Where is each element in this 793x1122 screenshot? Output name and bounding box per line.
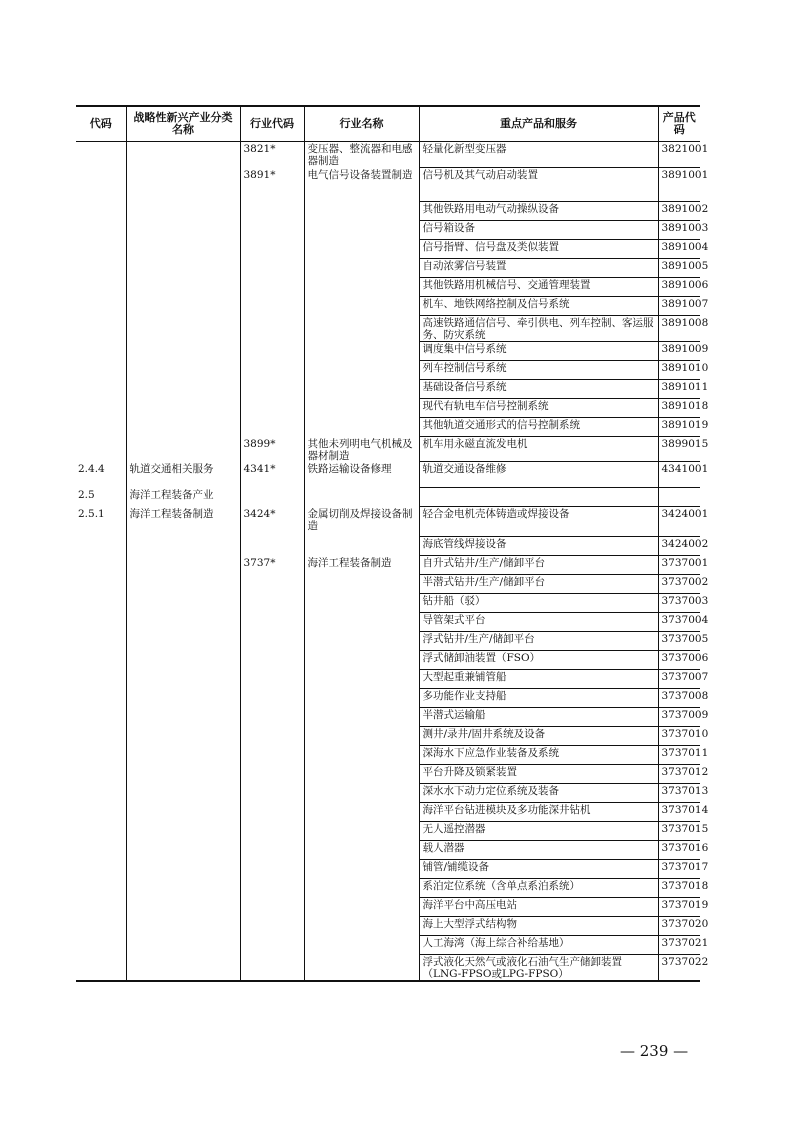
cell-product-code: 3737005 — [658, 632, 700, 651]
table-row — [76, 803, 700, 822]
table-row — [76, 651, 700, 670]
cell-product-code: 3737009 — [658, 708, 700, 727]
header-industry-code: 行业代码 — [240, 106, 304, 142]
cell-product-code: 3891003 — [658, 221, 700, 240]
cell-code: 2.4.4 — [78, 462, 105, 475]
table-row — [76, 488, 700, 507]
table-row — [76, 860, 700, 879]
cell-product: 其他轨道交通形式的信号控制系统 — [419, 418, 658, 437]
industry-classification-table — [76, 105, 709, 982]
cell-category-name — [126, 803, 240, 822]
cell-industry-name: 其他未列明电气机械及器材制造 — [304, 437, 419, 462]
cell-industry-code — [240, 202, 304, 221]
cell-category-name — [126, 399, 240, 418]
cell-industry-name — [304, 898, 419, 917]
table-row — [76, 746, 700, 765]
cell-code — [76, 556, 126, 575]
header-code: 代码 — [76, 106, 126, 142]
cell-industry-name — [304, 936, 419, 955]
cell-code — [76, 898, 126, 917]
cell-product-code: 3891005 — [658, 259, 700, 278]
table-row — [76, 917, 700, 936]
cell-industry-name — [304, 316, 419, 342]
cell-code — [76, 399, 126, 418]
cell-code: 2.5 — [78, 488, 95, 501]
cell-industry-code: 3821* — [240, 142, 304, 168]
cell-industry-code — [240, 841, 304, 860]
cell-industry-name: 变压器、整流器和电感器制造 — [304, 142, 419, 168]
cell-category-name — [126, 879, 240, 898]
cell-industry-name — [304, 278, 419, 297]
cell-industry-code — [240, 803, 304, 822]
table-row — [76, 361, 700, 380]
cell-industry-code: 4341* — [240, 462, 304, 488]
cell-industry-name — [304, 803, 419, 822]
table-row — [76, 765, 700, 784]
cell-category-name — [126, 380, 240, 399]
cell-industry-code — [240, 765, 304, 784]
cell-category-name — [126, 689, 240, 708]
cell-category-name — [126, 727, 240, 746]
cell-product: 信号指臂、信号盘及类似装置 — [419, 240, 658, 259]
cell-industry-code — [240, 860, 304, 879]
cell-product: 自动浓雾信号装置 — [419, 259, 658, 278]
cell-code — [76, 342, 126, 361]
cell-product-code: 3737006 — [658, 651, 700, 670]
cell-industry-code — [240, 784, 304, 803]
cell-category-name — [126, 278, 240, 297]
cell-product: 轻合金电机壳体铸造或焊接设备 — [419, 507, 658, 537]
cell-product-code: 3737014 — [658, 803, 700, 822]
cell-industry-name — [304, 651, 419, 670]
cell-product: 轻量化新型变压器 — [419, 142, 658, 168]
cell-industry-code — [240, 822, 304, 841]
cell-industry-code: 3899* — [240, 437, 304, 462]
cell-product: 系泊定位系统（含单点系泊系统） — [419, 879, 658, 898]
cell-industry-name — [304, 841, 419, 860]
cell-category-name — [126, 240, 240, 259]
cell-product: 轨道交通设备维修 — [419, 462, 658, 488]
cell-product-code: 4341001 — [658, 462, 700, 488]
cell-product: 其他铁路用机械信号、交通管理装置 — [419, 278, 658, 297]
cell-product-code: 3737019 — [658, 898, 700, 917]
cell-industry-name — [304, 708, 419, 727]
cell-code — [76, 259, 126, 278]
table-row — [76, 556, 700, 575]
table-row — [76, 575, 700, 594]
cell-category-name — [126, 575, 240, 594]
cell-industry-name — [304, 380, 419, 399]
cell-category-name — [126, 784, 240, 803]
cell-product-code: 3737001 — [658, 556, 700, 575]
header-industry-name: 行业名称 — [304, 106, 419, 142]
cell-code — [76, 168, 126, 202]
cell-category-name — [126, 437, 240, 462]
cell-product: 浮式储卸油装置（FSO） — [419, 651, 658, 670]
table-row — [76, 297, 700, 316]
cell-category-name — [126, 342, 240, 361]
cell-industry-code — [240, 651, 304, 670]
cell-industry-name — [304, 488, 419, 507]
cell-product: 载人潜器 — [419, 841, 658, 860]
cell-industry-code — [240, 316, 304, 342]
cell-category-name — [126, 765, 240, 784]
cell-industry-name — [304, 632, 419, 651]
cell-product-code: 3891018 — [658, 399, 700, 418]
cell-code — [76, 380, 126, 399]
table-row — [76, 240, 700, 259]
cell-code — [76, 361, 126, 380]
cell-industry-name — [304, 297, 419, 316]
cell-product-code: 3424002 — [658, 537, 700, 556]
cell-product: 信号机及其气动启动装置 — [419, 168, 658, 202]
table-row — [76, 841, 700, 860]
cell-industry-code: 3424* — [240, 507, 304, 537]
cell-category-name — [126, 898, 240, 917]
cell-industry-code — [240, 221, 304, 240]
cell-product: 铺管/铺缆设备 — [419, 860, 658, 879]
cell-industry-code — [240, 917, 304, 936]
cell-category-name — [126, 955, 240, 982]
cell-industry-code — [240, 689, 304, 708]
cell-industry-name — [304, 784, 419, 803]
cell-product-code: 3891011 — [658, 380, 700, 399]
cell-industry-name — [304, 418, 419, 437]
header-category-name: 战略性新兴产业分类名称 — [126, 106, 240, 142]
table-row — [76, 613, 700, 632]
cell-category-name — [126, 936, 240, 955]
cell-industry-code — [240, 361, 304, 380]
cell-code — [76, 316, 126, 342]
cell-industry-name — [304, 613, 419, 632]
cell-product-code: 3737018 — [658, 879, 700, 898]
cell-code — [76, 575, 126, 594]
table-header-row — [76, 106, 700, 142]
cell-code — [76, 784, 126, 803]
table-row — [76, 202, 700, 221]
cell-industry-code — [240, 594, 304, 613]
cell-industry-code — [240, 537, 304, 556]
cell-product-code: 3891007 — [658, 297, 700, 316]
cell-industry-name — [304, 746, 419, 765]
cell-industry-code — [240, 746, 304, 765]
cell-industry-code — [240, 898, 304, 917]
cell-product-code: 3737022 — [658, 955, 700, 982]
cell-product: 海洋平台中高压电站 — [419, 898, 658, 917]
cell-industry-name — [304, 202, 419, 221]
cell-code — [76, 418, 126, 437]
cell-code — [76, 955, 126, 982]
cell-code — [76, 240, 126, 259]
cell-product-code: 3737021 — [658, 936, 700, 955]
cell-category-name — [126, 297, 240, 316]
cell-category-name — [126, 221, 240, 240]
table-row — [76, 955, 700, 982]
cell-industry-name — [304, 221, 419, 240]
cell-product: 大型起重兼铺管船 — [419, 670, 658, 689]
cell-category-name — [126, 556, 240, 575]
table-row — [76, 708, 700, 727]
table-row — [76, 342, 700, 361]
table-body — [76, 142, 709, 982]
cell-code — [76, 879, 126, 898]
cell-product: 海底管线焊接设备 — [419, 537, 658, 556]
cell-category-name — [126, 594, 240, 613]
cell-category-name — [126, 822, 240, 841]
cell-industry-name: 铁路运输设备修理 — [304, 462, 419, 488]
cell-industry-name — [304, 399, 419, 418]
cell-product: 半潜式钻井/生产/储卸平台 — [419, 575, 658, 594]
cell-code — [76, 278, 126, 297]
cell-industry-name — [304, 955, 419, 982]
cell-industry-code — [240, 936, 304, 955]
cell-industry-name — [304, 342, 419, 361]
table-row — [76, 399, 700, 418]
cell-industry-code — [240, 297, 304, 316]
cell-product-code: 3737016 — [658, 841, 700, 860]
cell-industry-name — [304, 361, 419, 380]
cell-product: 深水水下动力定位系统及装备 — [419, 784, 658, 803]
cell-product: 平台升降及锁紧装置 — [419, 765, 658, 784]
cell-product-code: 3891002 — [658, 202, 700, 221]
cell-code: 2.5.1 — [78, 507, 105, 520]
cell-product-code: 3737003 — [658, 594, 700, 613]
cell-product-code: 3891009 — [658, 342, 700, 361]
cell-category-name — [126, 142, 240, 168]
header-product-code: 产品代码 — [658, 106, 700, 142]
cell-product-code: 3737011 — [658, 746, 700, 765]
cell-product: 基础设备信号系统 — [419, 380, 658, 399]
cell-industry-code: 3891* — [240, 168, 304, 202]
cell-code — [76, 221, 126, 240]
table-row — [76, 689, 700, 708]
cell-category-name — [126, 670, 240, 689]
cell-industry-code — [240, 575, 304, 594]
cell-industry-code — [240, 879, 304, 898]
cell-code — [76, 202, 126, 221]
cell-product-code: 3737012 — [658, 765, 700, 784]
table-row — [76, 632, 700, 651]
cell-code — [76, 746, 126, 765]
cell-category-name — [126, 651, 240, 670]
cell-category-name — [126, 168, 240, 202]
cell-category-name — [126, 537, 240, 556]
cell-code — [76, 727, 126, 746]
cell-industry-code — [240, 399, 304, 418]
cell-industry-name — [304, 689, 419, 708]
cell-product-code: 3737017 — [658, 860, 700, 879]
cell-industry-code — [240, 488, 304, 507]
header-key-products: 重点产品和服务 — [419, 106, 658, 142]
page-number: — 239 — — [620, 1042, 689, 1060]
cell-code — [76, 708, 126, 727]
cell-industry-code — [240, 380, 304, 399]
table-row — [76, 784, 700, 803]
cell-product: 多功能作业支持船 — [419, 689, 658, 708]
cell-product-code: 3737020 — [658, 917, 700, 936]
cell-industry-code — [240, 418, 304, 437]
cell-product: 现代有轨电车信号控制系统 — [419, 399, 658, 418]
cell-category-name — [126, 361, 240, 380]
cell-code — [76, 670, 126, 689]
cell-product: 深海水下应急作业装备及系统 — [419, 746, 658, 765]
cell-product-code: 3899015 — [658, 437, 700, 462]
table-row — [76, 462, 700, 488]
cell-category-name: 海洋工程装备制造 — [126, 507, 240, 537]
cell-industry-name — [304, 765, 419, 784]
cell-code — [76, 803, 126, 822]
cell-product: 无人遥控潜器 — [419, 822, 658, 841]
cell-product-code: 3737013 — [658, 784, 700, 803]
cell-category-name — [126, 418, 240, 437]
cell-industry-name: 电气信号设备装置制造 — [304, 168, 419, 202]
table-row — [76, 879, 700, 898]
cell-industry-code — [240, 708, 304, 727]
table-row — [76, 221, 700, 240]
cell-product-code: 3424001 — [658, 507, 700, 537]
cell-industry-code — [240, 240, 304, 259]
table-row — [76, 727, 700, 746]
cell-product: 海洋平台钻进模块及多功能深井钻机 — [419, 803, 658, 822]
cell-product: 机车、地铁网络控制及信号系统 — [419, 297, 658, 316]
table-row — [76, 168, 700, 202]
cell-industry-name — [304, 822, 419, 841]
cell-product: 导管架式平台 — [419, 613, 658, 632]
cell-code — [76, 537, 126, 556]
cell-product: 自升式钻井/生产/储卸平台 — [419, 556, 658, 575]
cell-product: 海上大型浮式结构物 — [419, 917, 658, 936]
cell-product-code: 3891010 — [658, 361, 700, 380]
table-row — [76, 594, 700, 613]
table-row — [76, 259, 700, 278]
cell-industry-name — [304, 575, 419, 594]
cell-code — [76, 437, 126, 462]
cell-product-code: 3737004 — [658, 613, 700, 632]
cell-industry-name — [304, 917, 419, 936]
cell-industry-code — [240, 342, 304, 361]
cell-industry-code — [240, 278, 304, 297]
cell-code — [76, 297, 126, 316]
cell-category-name — [126, 632, 240, 651]
cell-code — [76, 822, 126, 841]
cell-industry-name — [304, 594, 419, 613]
cell-industry-name: 海洋工程装备制造 — [304, 556, 419, 575]
cell-industry-name — [304, 860, 419, 879]
cell-code — [76, 841, 126, 860]
cell-category-name — [126, 613, 240, 632]
cell-code — [76, 142, 126, 168]
cell-category-name — [126, 259, 240, 278]
cell-product-code: 3891006 — [658, 278, 700, 297]
cell-industry-code — [240, 955, 304, 982]
cell-industry-name: 金属切削及焊接设备制造 — [304, 507, 419, 537]
table-row — [76, 380, 700, 399]
cell-category-name: 轨道交通相关服务 — [126, 462, 240, 488]
cell-industry-name — [304, 259, 419, 278]
cell-industry-code — [240, 632, 304, 651]
cell-product-code: 3737015 — [658, 822, 700, 841]
table-row — [76, 537, 700, 556]
cell-product-code: 3737002 — [658, 575, 700, 594]
cell-code — [76, 689, 126, 708]
cell-product: 其他铁路用电动气动操纵设备 — [419, 202, 658, 221]
cell-product-code: 3737008 — [658, 689, 700, 708]
cell-product: 信号箱设备 — [419, 221, 658, 240]
cell-industry-code — [240, 670, 304, 689]
table-row — [76, 898, 700, 917]
table-row — [76, 670, 700, 689]
table-row — [76, 507, 700, 537]
cell-product-code: 3891019 — [658, 418, 700, 437]
cell-code — [76, 860, 126, 879]
table-row — [76, 936, 700, 955]
cell-code — [76, 594, 126, 613]
cell-product: 高速铁路通信信号、牵引供电、列车控制、客运服务、防灾系统 — [419, 316, 658, 342]
cell-industry-code — [240, 613, 304, 632]
table-row — [76, 418, 700, 437]
cell-product: 调度集中信号系统 — [419, 342, 658, 361]
cell-product: 浮式液化天然气或液化石油气生产储卸装置（LNG-FPSO或LPG-FPSO） — [419, 955, 658, 982]
cell-industry-code — [240, 259, 304, 278]
cell-code — [76, 936, 126, 955]
cell-category-name — [126, 708, 240, 727]
cell-industry-name — [304, 537, 419, 556]
cell-product-code: 3821001 — [658, 142, 700, 168]
cell-product-code: 3737010 — [658, 727, 700, 746]
cell-category-name — [126, 860, 240, 879]
cell-product-code: 3891004 — [658, 240, 700, 259]
cell-product: 钻井船（驳） — [419, 594, 658, 613]
cell-product — [419, 488, 658, 507]
cell-product: 机车用永磁直流发电机 — [419, 437, 658, 462]
cell-code — [76, 632, 126, 651]
cell-category-name — [126, 746, 240, 765]
cell-code — [76, 765, 126, 784]
cell-product: 人工海湾（海上综合补给基地） — [419, 936, 658, 955]
table-row — [76, 278, 700, 297]
cell-category-name — [126, 202, 240, 221]
cell-product: 列车控制信号系统 — [419, 361, 658, 380]
cell-product: 测井/录井/固井系统及设备 — [419, 727, 658, 746]
table-row — [76, 316, 700, 342]
cell-product-code: 3891001 — [658, 168, 700, 202]
cell-product: 半潜式运输船 — [419, 708, 658, 727]
cell-product-code: 3891008 — [658, 316, 700, 342]
cell-industry-name — [304, 670, 419, 689]
cell-code — [76, 651, 126, 670]
cell-category-name — [126, 841, 240, 860]
cell-industry-name — [304, 727, 419, 746]
cell-industry-name — [304, 240, 419, 259]
cell-industry-code — [240, 727, 304, 746]
cell-code — [76, 613, 126, 632]
cell-category-name — [126, 316, 240, 342]
cell-product-code — [658, 488, 700, 507]
cell-industry-code: 3737* — [240, 556, 304, 575]
table-row — [76, 822, 700, 841]
cell-product-code: 3737007 — [658, 670, 700, 689]
table-row — [76, 142, 700, 168]
cell-code — [76, 917, 126, 936]
table-row — [76, 437, 700, 462]
cell-category-name: 海洋工程装备产业 — [126, 488, 240, 507]
cell-product: 浮式钻井/生产/储卸平台 — [419, 632, 658, 651]
cell-industry-name — [304, 879, 419, 898]
cell-category-name — [126, 917, 240, 936]
